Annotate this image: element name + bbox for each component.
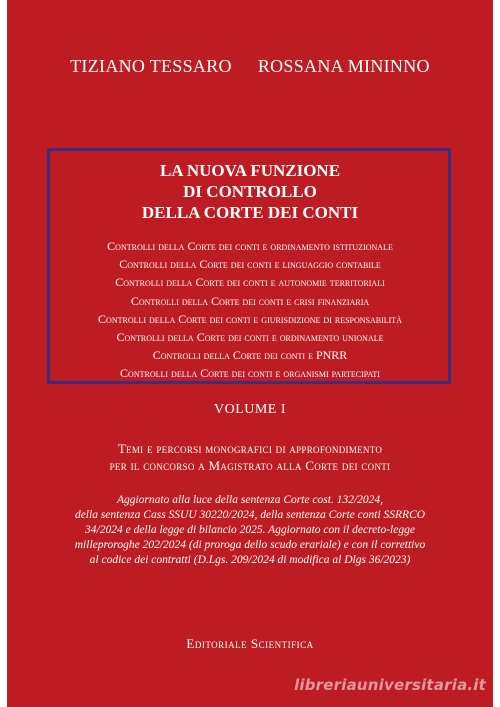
topic-item: Controlli della Corte dei conti e ordinamento unionale bbox=[116, 330, 384, 345]
topic-item: Controlli della Corte dei conti e organismi partecipati bbox=[120, 366, 380, 381]
author-2: ROSSANA MININNO bbox=[257, 56, 430, 76]
topic-item: Controlli della Corte dei conti e PNRR bbox=[152, 348, 348, 363]
topic-item: Controlli della Corte dei conti e linguaggio contabile bbox=[119, 257, 381, 272]
topic-item: Controlli della Corte dei conti e giurisdizione di responsabilità bbox=[98, 311, 402, 326]
title-line-2: DI CONTROLLO bbox=[183, 182, 317, 201]
topic-item: Controlli della Corte dei conti e crisi finanziaria bbox=[130, 293, 370, 308]
update-line: della sentenza Cass SSUU 30220/2024, della sentenza Corte conti SSRRCO bbox=[74, 509, 426, 521]
volume-label: VOLUME I bbox=[213, 402, 287, 417]
subtitle-line-1: Temi e percorsi monografici di approfondimento bbox=[117, 441, 383, 456]
topics-list bbox=[7, 237, 493, 383]
subtitle-line-2: per il concorso a Magistrato alla Corte dei conti bbox=[109, 458, 391, 473]
title-line-1: LA NUOVA FUNZIONE bbox=[159, 161, 341, 180]
author-1: TIZIANO TESSARO bbox=[70, 56, 232, 76]
update-line: al codice dei contratti (D.Lgs. 209/2024 di modifica al Dlgs 36/2023) bbox=[89, 554, 411, 566]
topic-item: Controlli della Corte dei conti e autonomie territoriali bbox=[115, 275, 385, 290]
publisher: Editoriale Scientifica bbox=[186, 636, 314, 651]
book-cover bbox=[7, 0, 493, 707]
update-line: milleproroghe 202/2024 (di proroga dello scudo erariale) e con il correttivo bbox=[74, 539, 426, 551]
title-line-3: DELLA CORTE DEI CONTI bbox=[141, 203, 359, 222]
update-note bbox=[7, 493, 493, 568]
subtitle bbox=[7, 440, 493, 474]
book-title bbox=[7, 160, 493, 223]
watermark: libreriauniversitaria.it bbox=[294, 676, 486, 694]
authors bbox=[7, 56, 493, 77]
topic-item: Controlli della Corte dei conti e ordinamento istituzionale bbox=[107, 239, 393, 253]
update-line: 34/2024 e della legge di bilancio 2025. Aggiornato con il decreto-legge bbox=[85, 524, 415, 536]
update-line: Aggiornato alla luce della sentenza Corte cost. 132/2024, bbox=[116, 494, 384, 506]
